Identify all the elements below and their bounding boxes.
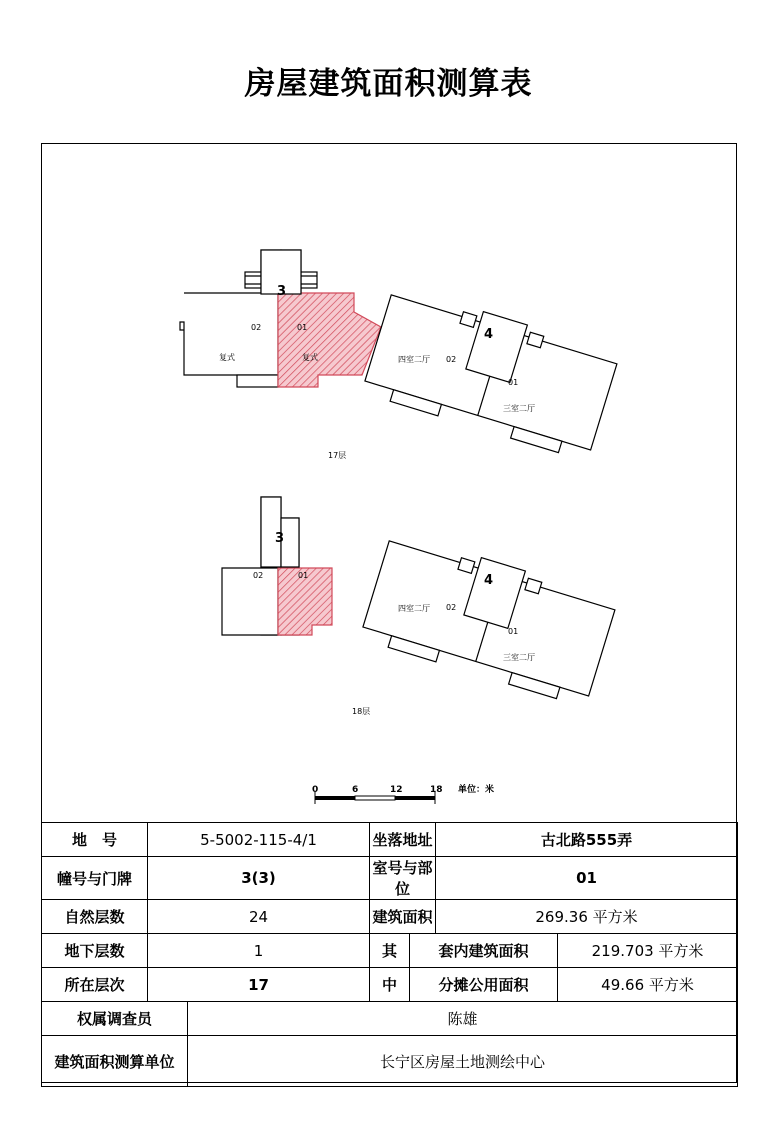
page-title: 房屋建筑面积测算表 <box>244 66 533 102</box>
room-label: 室号与部位 <box>370 857 436 900</box>
survey-unit-value: 长宁区房屋土地测绘中心 <box>188 1036 738 1087</box>
scale-unit-label: 单位：米 <box>458 785 495 795</box>
plan-18-b-room-01: 三室二厅 <box>503 653 535 662</box>
plan-17-a-room-01: 复式 <box>302 353 318 362</box>
scale-tick-6: 6 <box>352 785 359 795</box>
plan-18-building-4 <box>359 530 618 707</box>
floors-label: 自然层数 <box>42 900 148 934</box>
shared-area-label: 分摊公用面积 <box>410 968 558 1002</box>
table-row <box>42 823 738 857</box>
surveyor-label: 权属调查员 <box>42 1002 188 1036</box>
table-row <box>42 1002 738 1036</box>
underground-label: 地下层数 <box>42 934 148 968</box>
plan-17-building-4-number: 4 <box>484 327 494 342</box>
plan-18-building-4-number: 4 <box>484 573 494 588</box>
table-row <box>42 968 738 1002</box>
address-label: 坐落地址 <box>370 823 436 857</box>
plan-17-b-unit-01: 01 <box>508 378 519 387</box>
table-row <box>42 934 738 968</box>
scale-tick-18: 18 <box>430 785 443 795</box>
of-which-bottom: 中 <box>370 968 410 1002</box>
plan-17-b-unit-02: 02 <box>446 355 457 364</box>
table-row <box>42 900 738 934</box>
plan-17-a-unit-02: 02 <box>251 323 262 332</box>
plan-17-a-unit-01: 01 <box>297 323 308 332</box>
table-row <box>42 1036 738 1087</box>
plan-17-b-room-02: 四室二厅 <box>398 355 430 364</box>
plan-18-building-3-number: 3 <box>275 531 285 546</box>
plan-17-building-3-number: 3 <box>277 284 287 299</box>
survey-unit-label: 建筑面积测算单位 <box>42 1036 188 1087</box>
plan-18-b-unit-01: 01 <box>508 627 519 636</box>
scale-tick-12: 12 <box>390 785 403 795</box>
building-label: 幢号与门牌 <box>42 857 148 900</box>
surveyor-value: 陈雄 <box>188 1002 738 1036</box>
plan-18-floor-label: 18层 <box>352 707 371 716</box>
plot-no-value: 5-5002-115-4/1 <box>148 823 370 857</box>
plan-17-floor-label: 17层 <box>328 451 347 460</box>
room-value: 01 <box>436 857 738 900</box>
floor-value: 17 <box>148 968 370 1002</box>
scale-tick-0: 0 <box>312 785 319 795</box>
building-value: 3(3) <box>148 857 370 900</box>
address-value: 古北路555弄 <box>436 823 738 857</box>
plan-17-building-4 <box>361 284 620 461</box>
inner-area-value: 219.703 平方米 <box>558 934 738 968</box>
plan-17-b-room-01: 三室二厅 <box>503 404 535 413</box>
info-table <box>41 822 738 1087</box>
floors-value: 24 <box>148 900 370 934</box>
of-which-top: 其 <box>370 934 410 968</box>
plan-18-b-unit-02: 02 <box>446 603 457 612</box>
unit-01-hatched-17 <box>278 293 381 387</box>
plan-17-a-room-02: 复式 <box>219 353 235 362</box>
floor-label: 所在层次 <box>42 968 148 1002</box>
plan-18-b-room-02: 四室二厅 <box>398 604 430 613</box>
underground-value: 1 <box>148 934 370 968</box>
plot-no-label: 地 号 <box>42 823 148 857</box>
plan-18-a-unit-02: 02 <box>253 571 264 580</box>
plan-17-building-3 <box>180 250 381 387</box>
plan-18-a-unit-01: 01 <box>298 571 309 580</box>
plan-18-building-3 <box>222 497 332 635</box>
inner-area-label: 套内建筑面积 <box>410 934 558 968</box>
scale-bar <box>315 792 435 804</box>
area-value: 269.36 平方米 <box>436 900 738 934</box>
table-row <box>42 857 738 900</box>
area-label: 建筑面积 <box>370 900 436 934</box>
shared-area-value: 49.66 平方米 <box>558 968 738 1002</box>
